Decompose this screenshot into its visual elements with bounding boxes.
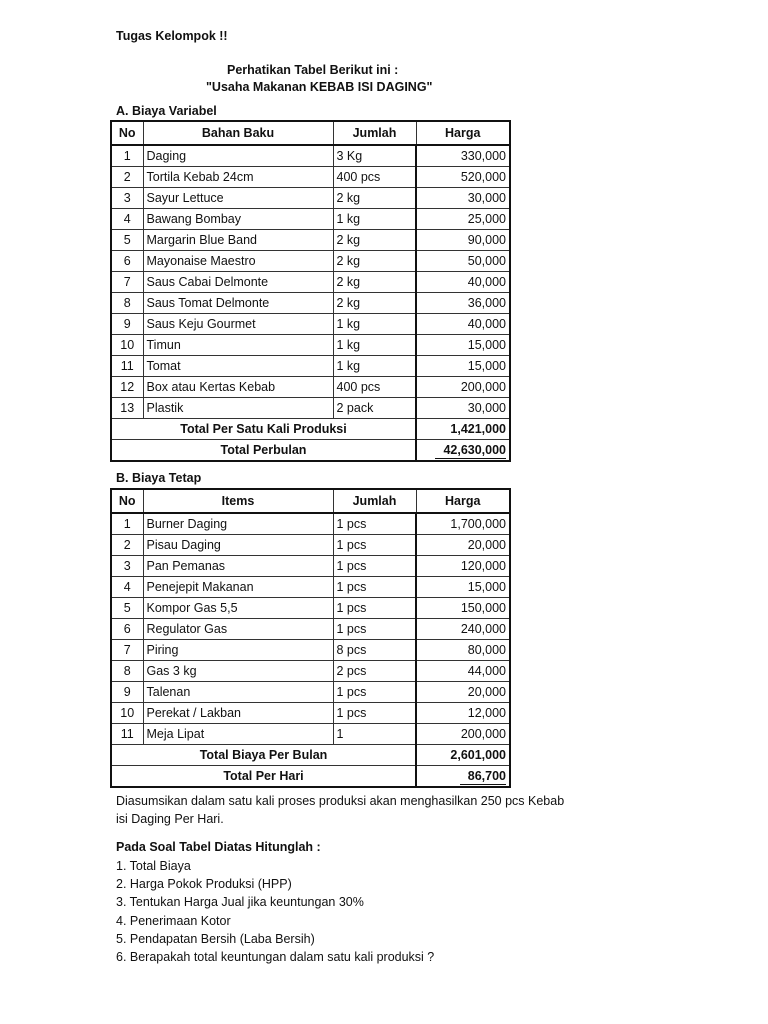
price: 15,000	[416, 356, 510, 377]
doc-title: Tugas Kelompok !!	[116, 29, 228, 43]
item-name: Piring	[143, 640, 333, 661]
table-row	[111, 188, 510, 209]
row-number: 5	[111, 230, 143, 251]
column-header: Jumlah	[333, 121, 416, 145]
item-name: Saus Cabai Delmonte	[143, 272, 333, 293]
quantity: 2 kg	[333, 251, 416, 272]
row-number: 9	[111, 314, 143, 335]
quantity: 1 pcs	[333, 535, 416, 556]
item-name: Box atau Kertas Kebab	[143, 377, 333, 398]
price: 200,000	[416, 377, 510, 398]
assumption-line-1: Diasumsikan dalam satu kali proses produksi akan menghasilkan 250 pcs Kebab	[116, 794, 565, 808]
price: 36,000	[416, 293, 510, 314]
total-value-text: 86,700	[460, 769, 506, 785]
table-row	[111, 209, 510, 230]
row-number: 9	[111, 682, 143, 703]
price: 44,000	[416, 661, 510, 682]
row-number: 7	[111, 272, 143, 293]
total-row	[111, 419, 510, 440]
quantity: 2 kg	[333, 272, 416, 293]
questions-heading: Pada Soal Tabel Diatas Hitunglah :	[116, 840, 321, 854]
item-name: Pisau Daging	[143, 535, 333, 556]
table-row	[111, 535, 510, 556]
table-row	[111, 640, 510, 661]
subtitle-instruction: Perhatikan Tabel Berikut ini :	[227, 63, 399, 77]
table-row	[111, 314, 510, 335]
column-header: Items	[143, 489, 333, 513]
quantity: 1 kg	[333, 356, 416, 377]
table-row	[111, 556, 510, 577]
item-name: Bawang Bombay	[143, 209, 333, 230]
item-name: Mayonaise Maestro	[143, 251, 333, 272]
total-value: 1,421,000	[416, 419, 510, 440]
price: 30,000	[416, 188, 510, 209]
row-number: 1	[111, 145, 143, 167]
quantity: 2 kg	[333, 293, 416, 314]
quantity: 2 pcs	[333, 661, 416, 682]
row-number: 11	[111, 356, 143, 377]
quantity: 3 Kg	[333, 145, 416, 167]
row-number: 3	[111, 188, 143, 209]
item-name: Meja Lipat	[143, 724, 333, 745]
subtitle-business: "Usaha Makanan KEBAB ISI DAGING"	[206, 80, 433, 94]
row-number: 4	[111, 209, 143, 230]
table-row	[111, 145, 510, 167]
total-value: 2,601,000	[416, 745, 510, 766]
total-value-text: 42,630,000	[435, 443, 506, 459]
row-number: 10	[111, 335, 143, 356]
table-row	[111, 377, 510, 398]
price: 25,000	[416, 209, 510, 230]
row-number: 3	[111, 556, 143, 577]
price: 40,000	[416, 314, 510, 335]
row-number: 2	[111, 167, 143, 188]
price: 240,000	[416, 619, 510, 640]
row-number: 11	[111, 724, 143, 745]
item-name: Saus Keju Gourmet	[143, 314, 333, 335]
column-header: Bahan Baku	[143, 121, 333, 145]
price: 200,000	[416, 724, 510, 745]
item-name: Regulator Gas	[143, 619, 333, 640]
column-header: Harga	[416, 489, 510, 513]
total-value	[416, 766, 510, 788]
item-name: Perekat / Lakban	[143, 703, 333, 724]
column-header: Harga	[416, 121, 510, 145]
quantity: 2 kg	[333, 188, 416, 209]
quantity: 1 pcs	[333, 577, 416, 598]
price: 150,000	[416, 598, 510, 619]
price: 40,000	[416, 272, 510, 293]
row-number: 8	[111, 661, 143, 682]
column-header: No	[111, 489, 143, 513]
table-header-row	[111, 121, 510, 145]
questions-list	[116, 857, 434, 966]
price: 12,000	[416, 703, 510, 724]
table-row	[111, 703, 510, 724]
row-number: 6	[111, 619, 143, 640]
question-item: 5. Pendapatan Bersih (Laba Bersih)	[116, 931, 315, 946]
table-row	[111, 335, 510, 356]
total-row	[111, 440, 510, 462]
item-name: Talenan	[143, 682, 333, 703]
item-name: Sayur Lettuce	[143, 188, 333, 209]
quantity: 1	[333, 724, 416, 745]
price: 520,000	[416, 167, 510, 188]
quantity: 1 pcs	[333, 682, 416, 703]
item-name: Gas 3 kg	[143, 661, 333, 682]
price: 15,000	[416, 335, 510, 356]
item-name: Pan Pemanas	[143, 556, 333, 577]
table-row	[111, 619, 510, 640]
row-number: 1	[111, 513, 143, 535]
question-item: 3. Tentukan Harga Jual jika keuntungan 30%	[116, 895, 364, 910]
row-number: 8	[111, 293, 143, 314]
price: 90,000	[416, 230, 510, 251]
item-name: Timun	[143, 335, 333, 356]
price: 1,700,000	[416, 513, 510, 535]
row-number: 7	[111, 640, 143, 661]
table-row	[111, 682, 510, 703]
table-b-heading: B. Biaya Tetap	[116, 471, 202, 485]
price: 50,000	[416, 251, 510, 272]
item-name: Saus Tomat Delmonte	[143, 293, 333, 314]
quantity: 8 pcs	[333, 640, 416, 661]
row-number: 12	[111, 377, 143, 398]
row-number: 13	[111, 398, 143, 419]
quantity: 1 pcs	[333, 513, 416, 535]
row-number: 2	[111, 535, 143, 556]
price: 15,000	[416, 577, 510, 598]
table-row	[111, 398, 510, 419]
total-value	[416, 440, 510, 462]
total-row	[111, 766, 510, 788]
price: 330,000	[416, 145, 510, 167]
table-row	[111, 577, 510, 598]
price: 120,000	[416, 556, 510, 577]
column-header: Jumlah	[333, 489, 416, 513]
table-row	[111, 598, 510, 619]
row-number: 5	[111, 598, 143, 619]
quantity: 1 kg	[333, 335, 416, 356]
table-row	[111, 251, 510, 272]
price: 80,000	[416, 640, 510, 661]
table-header-row	[111, 489, 510, 513]
price: 20,000	[416, 535, 510, 556]
question-item: 6. Berapakah total keuntungan dalam satu kali produksi ?	[116, 950, 435, 965]
column-header: No	[111, 121, 143, 145]
quantity: 1 kg	[333, 209, 416, 230]
table-row	[111, 230, 510, 251]
table-row	[111, 356, 510, 377]
total-row	[111, 745, 510, 766]
item-name: Kompor Gas 5,5	[143, 598, 333, 619]
row-number: 4	[111, 577, 143, 598]
quantity: 400 pcs	[333, 377, 416, 398]
table-row	[111, 513, 510, 535]
item-name: Burner Daging	[143, 513, 333, 535]
item-name: Tortila Kebab 24cm	[143, 167, 333, 188]
quantity: 1 pcs	[333, 703, 416, 724]
table-row	[111, 167, 510, 188]
quantity: 1 pcs	[333, 556, 416, 577]
row-number: 6	[111, 251, 143, 272]
variable-cost-table	[110, 120, 511, 462]
table-a-heading: A. Biaya Variabel	[116, 104, 217, 118]
row-number: 10	[111, 703, 143, 724]
item-name: Daging	[143, 145, 333, 167]
total-label: Total Per Satu Kali Produksi	[111, 419, 416, 440]
price: 20,000	[416, 682, 510, 703]
item-name: Tomat	[143, 356, 333, 377]
quantity: 1 kg	[333, 314, 416, 335]
item-name: Plastik	[143, 398, 333, 419]
assumption-line-2: isi Daging Per Hari.	[116, 812, 224, 826]
total-label: Total Per Hari	[111, 766, 416, 788]
quantity: 400 pcs	[333, 167, 416, 188]
table-row	[111, 293, 510, 314]
table-row	[111, 724, 510, 745]
quantity: 1 pcs	[333, 598, 416, 619]
quantity: 2 pack	[333, 398, 416, 419]
quantity: 1 pcs	[333, 619, 416, 640]
price: 30,000	[416, 398, 510, 419]
quantity: 2 kg	[333, 230, 416, 251]
total-label: Total Biaya Per Bulan	[111, 745, 416, 766]
total-label: Total Perbulan	[111, 440, 416, 462]
table-row	[111, 272, 510, 293]
table-row	[111, 661, 510, 682]
fixed-cost-table	[110, 488, 511, 788]
question-item: 2. Harga Pokok Produksi (HPP)	[116, 877, 292, 892]
question-item: 1. Total Biaya	[116, 859, 191, 873]
question-item: 4. Penerimaan Kotor	[116, 913, 231, 928]
item-name: Penejepit Makanan	[143, 577, 333, 598]
item-name: Margarin Blue Band	[143, 230, 333, 251]
